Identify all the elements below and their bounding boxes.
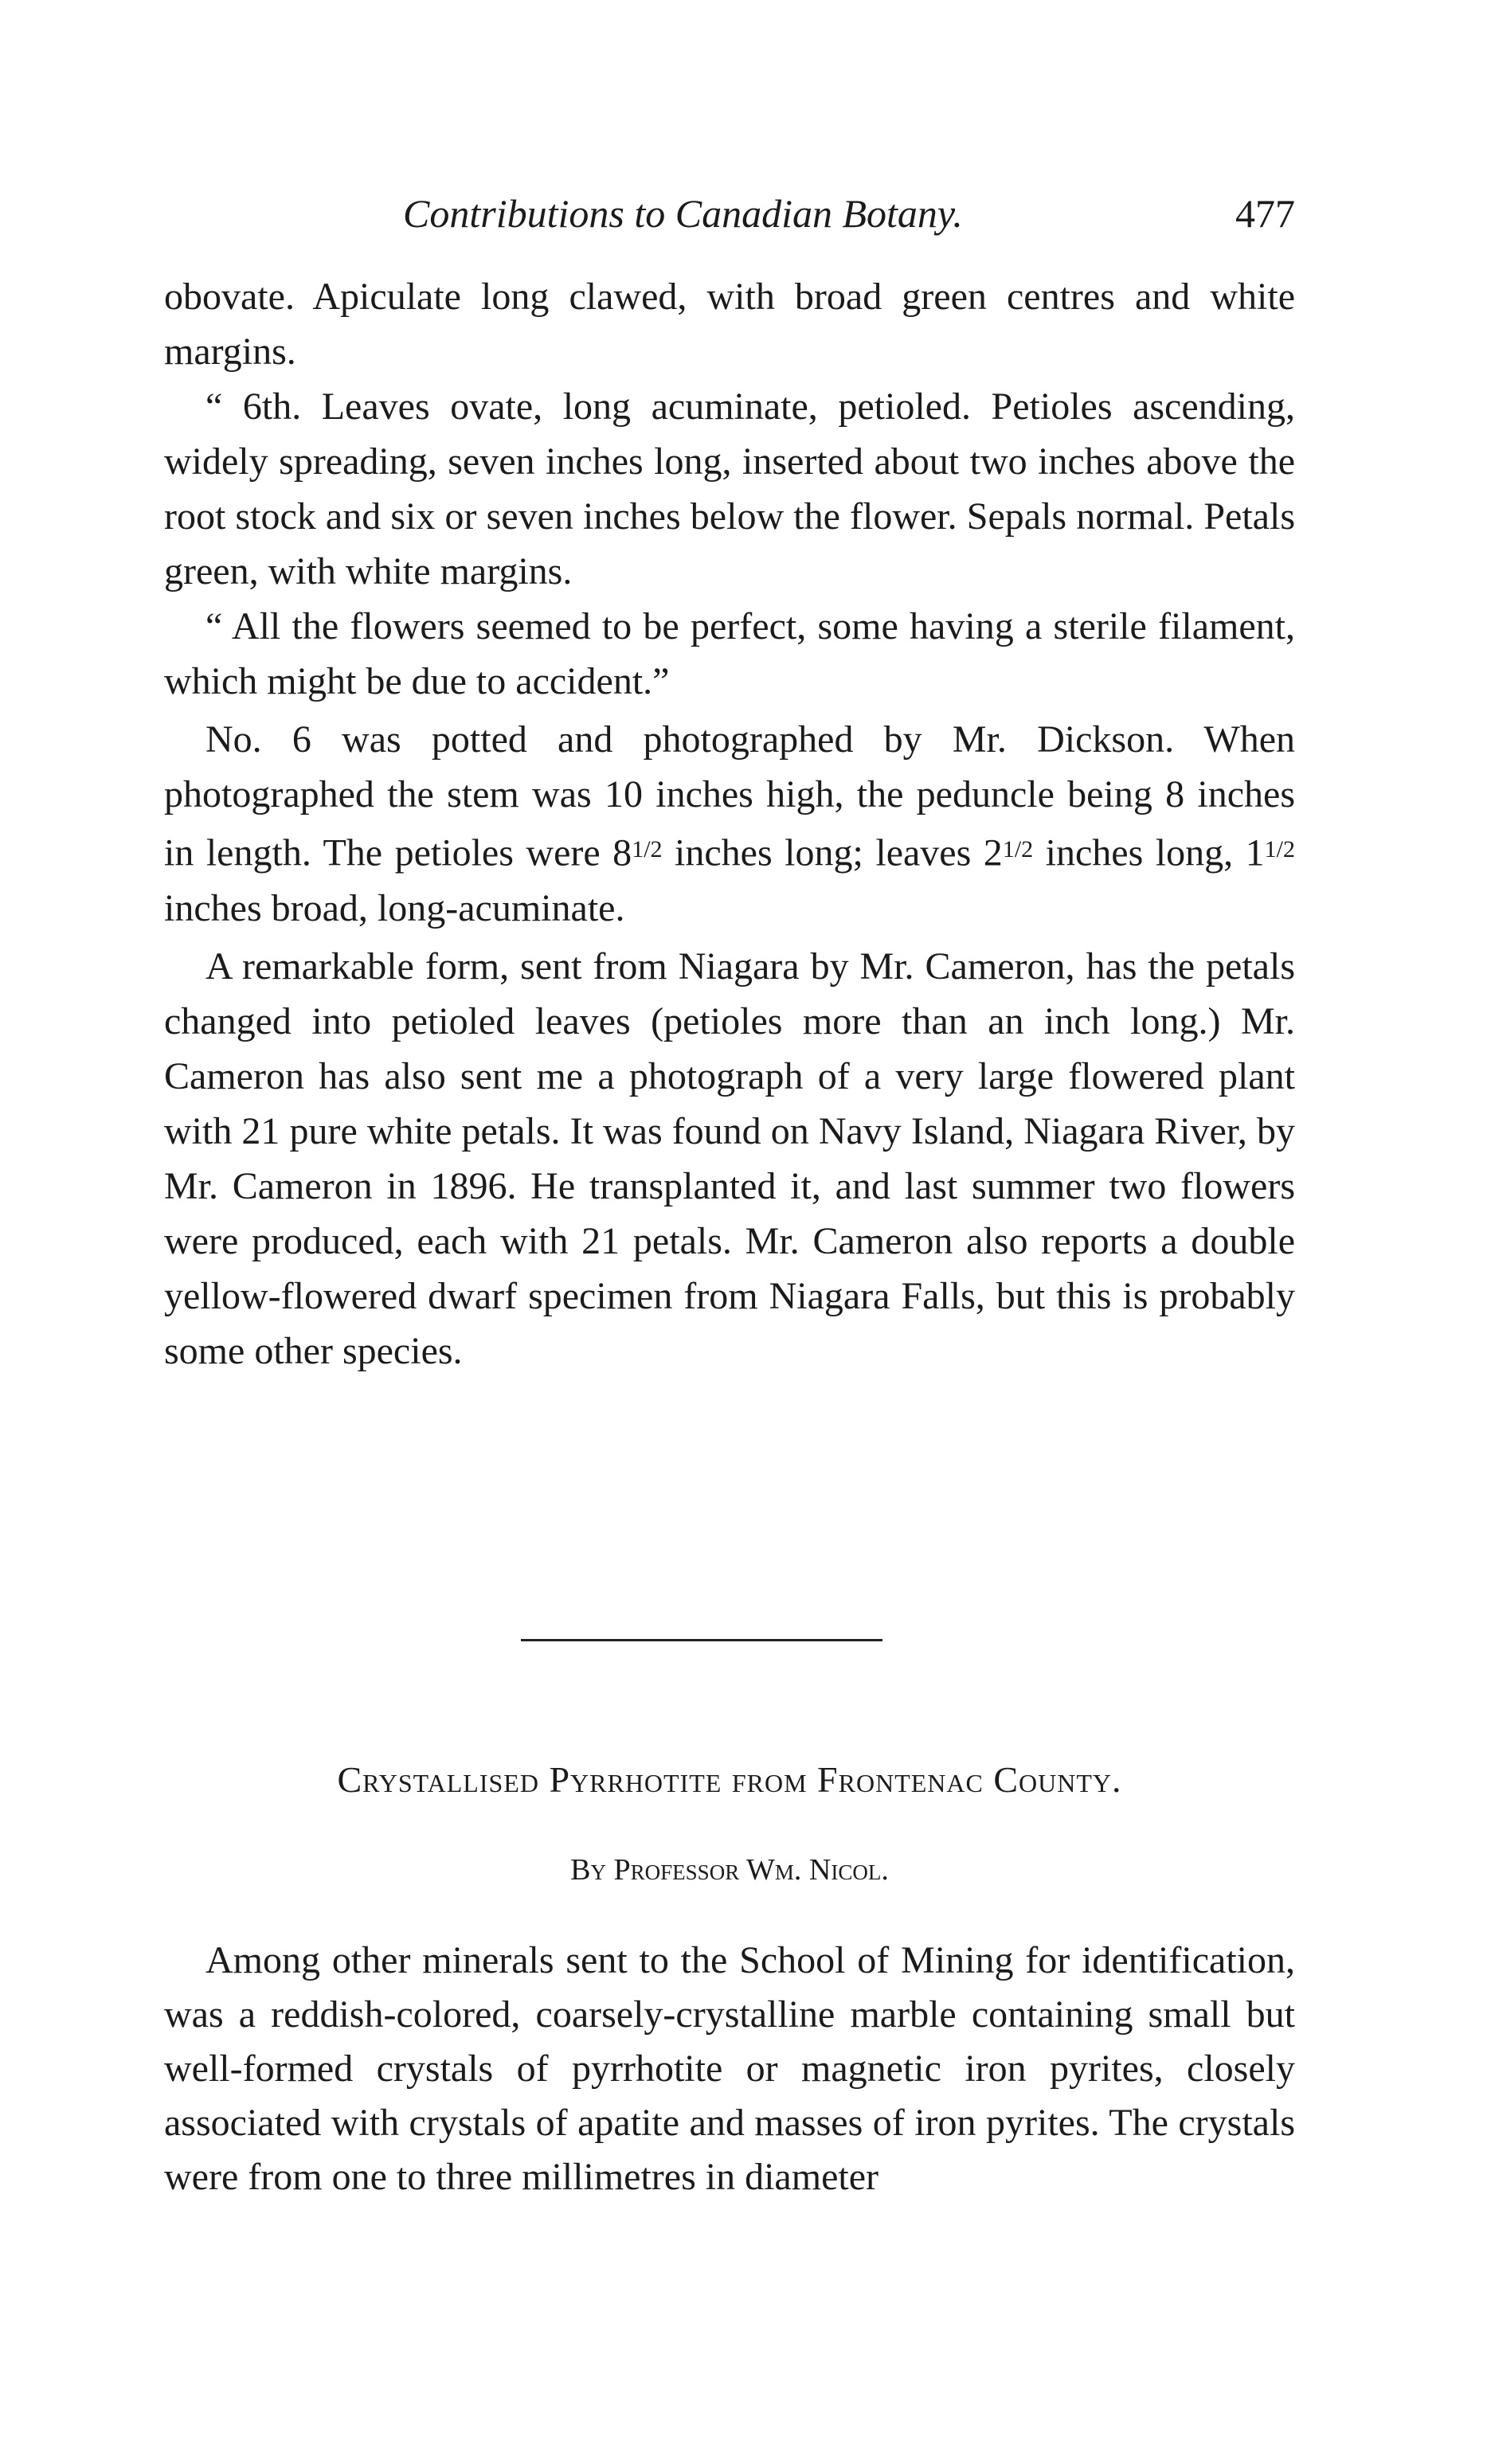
article-byline: By Professor Wm. Nicol. (570, 1853, 889, 1887)
running-title: Contributions to Canadian Botany. (403, 191, 963, 236)
book-page (164, 0, 1295, 2464)
page-number: 477 (1235, 191, 1295, 236)
paragraph-text: inches long; leaves 2 (662, 831, 1003, 874)
botany-section (164, 269, 1295, 1379)
paragraph-text: No. 6 was potted and photographed by Mr. Dickson. When photographed the stem was 10 inches high, the peduncle being 8 inches in length. The petioles were 8 (164, 718, 1295, 874)
paragraph-text: inches long, 1 (1033, 831, 1265, 874)
paragraph-potted-photographed (164, 712, 1295, 936)
paragraph-text: inches broad, long-acuminate. (164, 886, 625, 929)
paragraph-remarkable-form: A remarkable form, sent from Niagara by Mr. Cameron, has the petals changed into petioled leaves (petioles more than an inch long.) Mr. Cameron has also sent me a photograph of a very large flowered plant with 21 pure white petals. It was found on Navy Island, Niagara River, by Mr. Cameron in 1896. He transplanted it, and last summer two flowers were produced, each with 21 petals. Mr. Cameron also reports a double yellow-flowered dwarf specimen from Niagara Falls, but this is probably some other species. (164, 945, 1295, 1372)
paragraph-flowers-perfect: “ All the flowers seemed to be perfect, some having a sterile filament, which might be due to accident.” (164, 605, 1295, 702)
article-title: Crystallised Pyrrhotite from Frontenac County. (337, 1759, 1122, 1800)
paragraph-obovate: obovate. Apiculate long clawed, with broad green centres and white margins. (164, 276, 1295, 373)
section-divider (521, 1639, 882, 1641)
article-body (164, 1934, 1295, 2204)
fraction-half: 1/2 (632, 836, 663, 862)
paragraph-among-other-minerals: Among other minerals sent to the School of Mining for identification, was a reddish-colored, coarsely-crystalline marble containing small but well-formed crystals of pyrrhotite or magnetic iron pyrites, closely associated with crystals of apatite and masses of iron pyrites. The crystals were from one to three millimetres in diameter (164, 1939, 1295, 2198)
paragraph-sixth-specimen: “ 6th. Leaves ovate, long acuminate, petioled. Petioles ascending, widely spreading, seven inches long, inserted about two inches above the root stock and six or seven inches below the flower. Sepals normal. Petals green, with white margins. (164, 385, 1295, 593)
fraction-half: 1/2 (1264, 836, 1295, 862)
fraction-half: 1/2 (1002, 836, 1034, 862)
running-head (164, 182, 1295, 245)
